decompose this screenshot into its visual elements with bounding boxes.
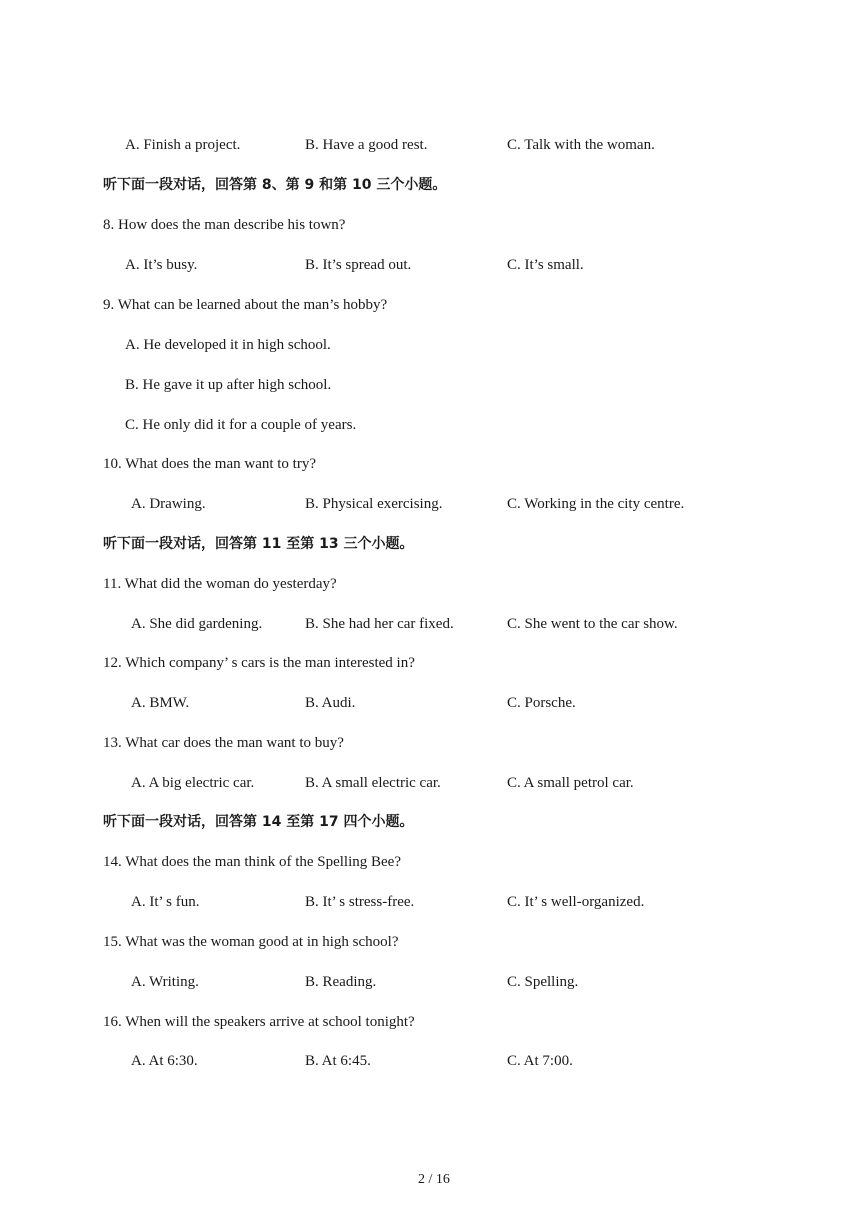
question-9: 9. What can be learned about the man’s hobby? bbox=[103, 297, 388, 313]
question-11: 11. What did the woman do yesterday? bbox=[103, 576, 337, 592]
option-c: C. He only did it for a couple of years. bbox=[125, 417, 357, 433]
option-b: B. Reading. bbox=[305, 974, 377, 990]
question-14: 14. What does the man think of the Spelling Bee? bbox=[103, 854, 401, 870]
option-c: C. A small petrol car. bbox=[507, 775, 634, 791]
option-a: A. A big electric car. bbox=[131, 775, 255, 791]
section-heading: 听下面一段对话，回答第 8、第 9 和第 10 三个小题。 bbox=[103, 177, 447, 193]
option-b: B. He gave it up after high school. bbox=[125, 377, 332, 393]
option-c: C. Talk with the woman. bbox=[507, 137, 655, 153]
option-a: A. It’ s fun. bbox=[131, 894, 200, 910]
question-15: 15. What was the woman good at in high school? bbox=[103, 934, 399, 950]
option-a: A. It’s busy. bbox=[125, 257, 198, 273]
option-c: C. Spelling. bbox=[507, 974, 579, 990]
option-c: C. It’ s well-organized. bbox=[507, 894, 645, 910]
question-8: 8. How does the man describe his town? bbox=[103, 217, 346, 233]
option-b: B. She had her car fixed. bbox=[305, 616, 454, 632]
option-a: A. At 6:30. bbox=[131, 1053, 198, 1069]
section-heading: 听下面一段对话，回答第 14 至第 17 四个小题。 bbox=[103, 814, 414, 830]
option-b: B. Have a good rest. bbox=[305, 137, 428, 153]
question-16: 16. When will the speakers arrive at school tonight? bbox=[103, 1014, 415, 1030]
option-b: B. It’ s stress-free. bbox=[305, 894, 415, 910]
option-b: B. A small electric car. bbox=[305, 775, 441, 791]
option-c: C. Porsche. bbox=[507, 695, 576, 711]
option-c: C. She went to the car show. bbox=[507, 616, 678, 632]
question-10: 10. What does the man want to try? bbox=[103, 456, 317, 472]
option-a: A. Drawing. bbox=[131, 496, 206, 512]
option-c: C. At 7:00. bbox=[507, 1053, 573, 1069]
option-c: C. Working in the city centre. bbox=[507, 496, 685, 512]
question-12: 12. Which company’ s cars is the man interested in? bbox=[103, 655, 415, 671]
option-c: C. It’s small. bbox=[507, 257, 584, 273]
option-b: B. It’s spread out. bbox=[305, 257, 412, 273]
option-b: B. Physical exercising. bbox=[305, 496, 443, 512]
option-a: A. She did gardening. bbox=[131, 616, 263, 632]
section-heading: 听下面一段对话，回答第 11 至第 13 三个小题。 bbox=[103, 536, 414, 552]
option-b: B. At 6:45. bbox=[305, 1053, 371, 1069]
option-a: A. He developed it in high school. bbox=[125, 337, 331, 353]
option-a: A. Finish a project. bbox=[125, 137, 241, 153]
question-13: 13. What car does the man want to buy? bbox=[103, 735, 344, 751]
option-b: B. Audi. bbox=[305, 695, 356, 711]
page-number: 2 / 16 bbox=[418, 1172, 450, 1187]
option-a: A. Writing. bbox=[131, 974, 199, 990]
option-a: A. BMW. bbox=[131, 695, 190, 711]
